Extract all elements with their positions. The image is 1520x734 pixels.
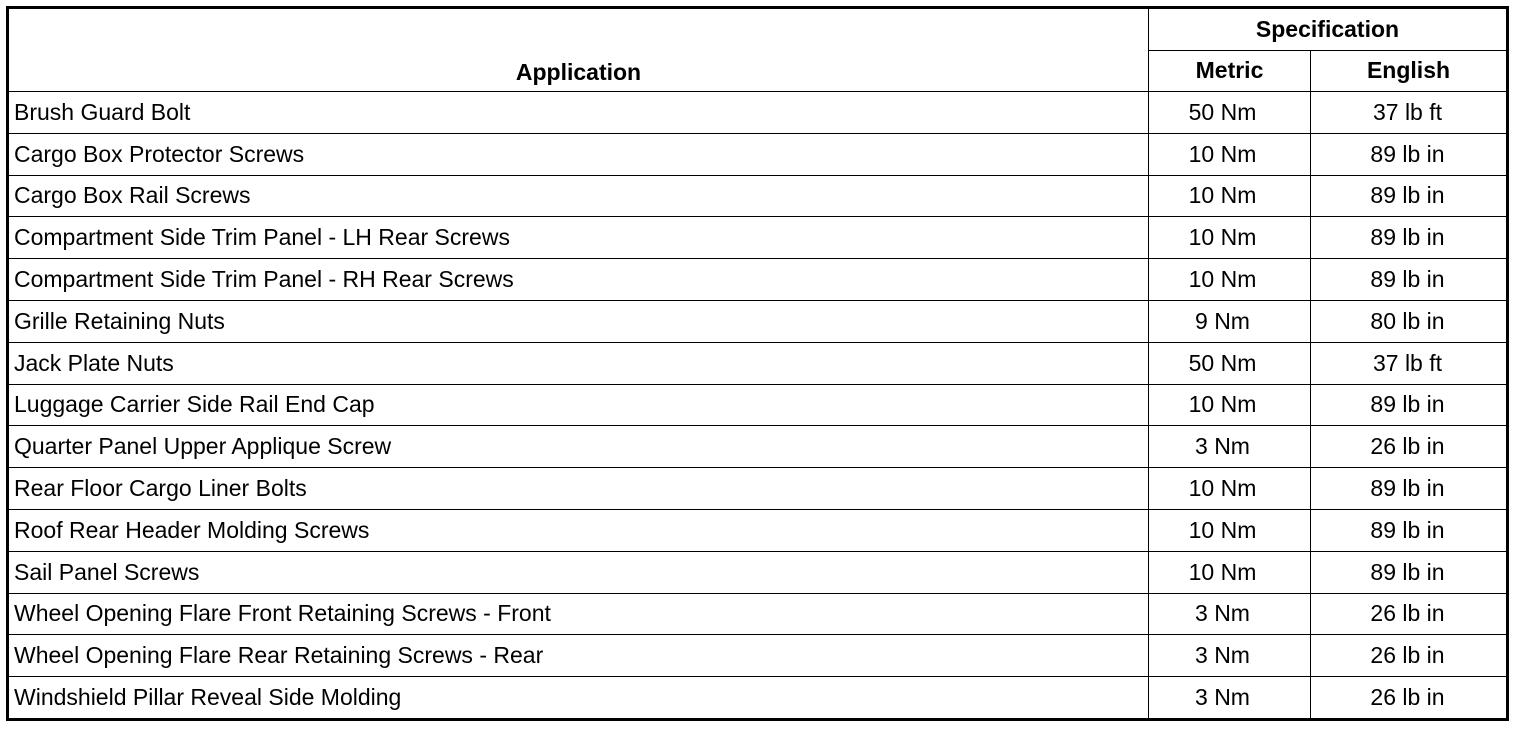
- metric-value-cell: 10 Nm: [1149, 384, 1311, 426]
- application-cell: Cargo Box Rail Screws: [8, 175, 1149, 217]
- english-value-cell: 89 lb in: [1311, 217, 1508, 259]
- application-cell: Quarter Panel Upper Applique Screw: [8, 426, 1149, 468]
- english-value-cell: 37 lb ft: [1311, 342, 1508, 384]
- table-row: [8, 509, 1508, 551]
- application-cell: Rear Floor Cargo Liner Bolts: [8, 468, 1149, 510]
- application-cell: Compartment Side Trim Panel - LH Rear Screws: [8, 217, 1149, 259]
- english-value-cell: 89 lb in: [1311, 509, 1508, 551]
- english-value-cell: 89 lb in: [1311, 175, 1508, 217]
- table-row: [8, 217, 1508, 259]
- metric-value-cell: 10 Nm: [1149, 217, 1311, 259]
- english-value-cell: 89 lb in: [1311, 551, 1508, 593]
- metric-value-cell: 3 Nm: [1149, 426, 1311, 468]
- english-value-cell: 89 lb in: [1311, 468, 1508, 510]
- metric-value-cell: 9 Nm: [1149, 300, 1311, 342]
- application-cell: Wheel Opening Flare Front Retaining Screws - Front: [8, 593, 1149, 635]
- metric-value-cell: 10 Nm: [1149, 509, 1311, 551]
- table-row: [8, 635, 1508, 677]
- english-value-cell: 80 lb in: [1311, 300, 1508, 342]
- english-value-cell: 26 lb in: [1311, 677, 1508, 720]
- metric-value-cell: 3 Nm: [1149, 635, 1311, 677]
- specification-header: Specification: [1149, 8, 1508, 51]
- table-row: [8, 133, 1508, 175]
- english-column-header: English: [1311, 50, 1508, 92]
- application-cell: Brush Guard Bolt: [8, 92, 1149, 134]
- english-value-cell: 26 lb in: [1311, 426, 1508, 468]
- table-row: [8, 300, 1508, 342]
- english-value-cell: 89 lb in: [1311, 133, 1508, 175]
- english-value-cell: 37 lb ft: [1311, 92, 1508, 134]
- metric-column-header: Metric: [1149, 50, 1311, 92]
- application-cell: Compartment Side Trim Panel - RH Rear Screws: [8, 259, 1149, 301]
- table-row: [8, 468, 1508, 510]
- english-value-cell: 26 lb in: [1311, 635, 1508, 677]
- torque-spec-table: [6, 6, 1509, 721]
- english-value-cell: 89 lb in: [1311, 259, 1508, 301]
- english-value-cell: 89 lb in: [1311, 384, 1508, 426]
- application-cell: Luggage Carrier Side Rail End Cap: [8, 384, 1149, 426]
- table-row: [8, 92, 1508, 134]
- application-cell: Sail Panel Screws: [8, 551, 1149, 593]
- header-row-top: [8, 8, 1508, 51]
- metric-value-cell: 10 Nm: [1149, 551, 1311, 593]
- metric-value-cell: 10 Nm: [1149, 133, 1311, 175]
- metric-value-cell: 10 Nm: [1149, 468, 1311, 510]
- application-cell: Cargo Box Protector Screws: [8, 133, 1149, 175]
- table-row: [8, 175, 1508, 217]
- table-row: [8, 551, 1508, 593]
- metric-value-cell: 3 Nm: [1149, 593, 1311, 635]
- application-cell: Grille Retaining Nuts: [8, 300, 1149, 342]
- english-value-cell: 26 lb in: [1311, 593, 1508, 635]
- application-cell: Jack Plate Nuts: [8, 342, 1149, 384]
- metric-value-cell: 10 Nm: [1149, 259, 1311, 301]
- application-cell: Windshield Pillar Reveal Side Molding: [8, 677, 1149, 720]
- table-row: [8, 259, 1508, 301]
- application-cell: Wheel Opening Flare Rear Retaining Screws - Rear: [8, 635, 1149, 677]
- metric-value-cell: 3 Nm: [1149, 677, 1311, 720]
- table-row: [8, 593, 1508, 635]
- table-row: [8, 384, 1508, 426]
- metric-value-cell: 50 Nm: [1149, 342, 1311, 384]
- metric-value-cell: 10 Nm: [1149, 175, 1311, 217]
- table-row: [8, 677, 1508, 720]
- metric-value-cell: 50 Nm: [1149, 92, 1311, 134]
- table-body: [8, 92, 1508, 720]
- table-header: [8, 8, 1508, 92]
- table-row: [8, 426, 1508, 468]
- table-row: [8, 342, 1508, 384]
- application-column-header: Application: [8, 8, 1149, 92]
- application-cell: Roof Rear Header Molding Screws: [8, 509, 1149, 551]
